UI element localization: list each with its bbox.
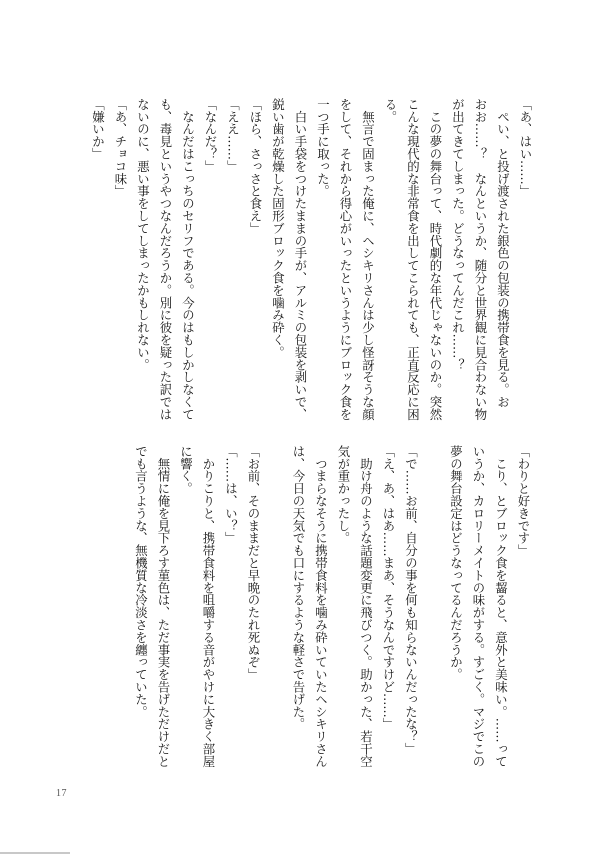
text-line: 助け舟のような話題変更に飛びつく。助かった、若干空 <box>358 445 374 768</box>
text-line: 「あ、はい……」 <box>518 98 533 198</box>
text-line: る。 <box>383 98 398 123</box>
text-line: が出てきてしまった。どうなってんだこれ……？ <box>450 98 466 371</box>
page-number: 17 <box>56 788 67 799</box>
lower-tier-text <box>129 445 534 767</box>
text-line: 「え、あ、はあ……まあ、そうなんですけど……」 <box>381 445 396 731</box>
blank-line <box>264 445 287 767</box>
text-line: 夢の舞台設定はどうなってるんだろうか。 <box>448 445 464 681</box>
text-line: つまらなそうに携帯食料を噛み砕いていたヘシキリさん <box>313 445 329 768</box>
blank-line <box>422 445 445 767</box>
text-line: いうか、カロリーメイトの味がする。すごく。マジでこの <box>471 445 486 768</box>
text-line: この夢の舞台って、時代劇的な年代じゃないのか。突然 <box>428 98 443 421</box>
text-line: 鋭い歯が乾燥した固形ブロック食を噛み砕く。 <box>270 98 286 359</box>
text-line: 白い手袋をつけたままの手が、アルミの包装を剥いで、 <box>293 98 308 421</box>
text-line: は、今日の天気でも口にするような軽さで告げた。 <box>291 445 306 731</box>
text-line: 「なんだ？」 <box>203 98 218 173</box>
text-line: 「……は、い？」 <box>223 445 239 545</box>
text-line: こんな現代的な非常食を出してこられても、正直反応に困 <box>405 98 421 421</box>
text-line: かりこりと、携帯食料を咀嚼する音がやけに大きく部屋 <box>201 445 216 768</box>
text-line: をして、それから得心がいったというようにブロック食を <box>338 98 353 421</box>
text-line: 「わりと好きです」 <box>516 445 531 557</box>
text-line: 無情に俺を見下ろす菫色は、ただ事実を告げただけだと <box>156 445 171 768</box>
text-line: 「ええ……」 <box>225 98 241 173</box>
text-line: なんだはこっちのセリフである。今のはもしかしなくて <box>180 98 196 421</box>
text-line: 「で……お前、自分の事を何も知らないんだったな？」 <box>403 445 419 755</box>
text-line: 「お前、そのままだと早晩のたれ死ぬぞ」 <box>246 445 261 681</box>
text-line: こり、とブロック食を齧ると、意外と美味い。……って <box>493 445 509 768</box>
text-line: 一つ手に取った。 <box>315 98 331 198</box>
text-line: 気が重かったし。 <box>336 445 351 545</box>
text-line: 「嫌いか」 <box>90 98 106 160</box>
page-edge-divider <box>0 852 70 854</box>
text-line: に響く。 <box>178 445 194 495</box>
text-line: も、毒見というやつなんだろうか。別に彼を疑った訳では <box>158 98 173 421</box>
text-line: ないのに、悪い事をしてしまったかもしれない。 <box>135 98 151 371</box>
text-line: 無言で固まった俺に、ヘシキリさんは少し怪訝そうな顔 <box>360 98 376 421</box>
text-line: 「あ、チョコ味」 <box>113 98 128 198</box>
text-line: でも言うような、無機質な冷淡さを纏っていた。 <box>133 445 149 718</box>
text-line: ぺい、と投げ渡された銀色の包装の携帯食を見る。お <box>495 98 511 408</box>
upper-tier-text <box>86 98 536 420</box>
text-line: おお……？ なんというか、随分と世界観に見合わない物 <box>473 98 488 421</box>
text-line: 「ほら、さっさと食え」 <box>248 98 263 235</box>
